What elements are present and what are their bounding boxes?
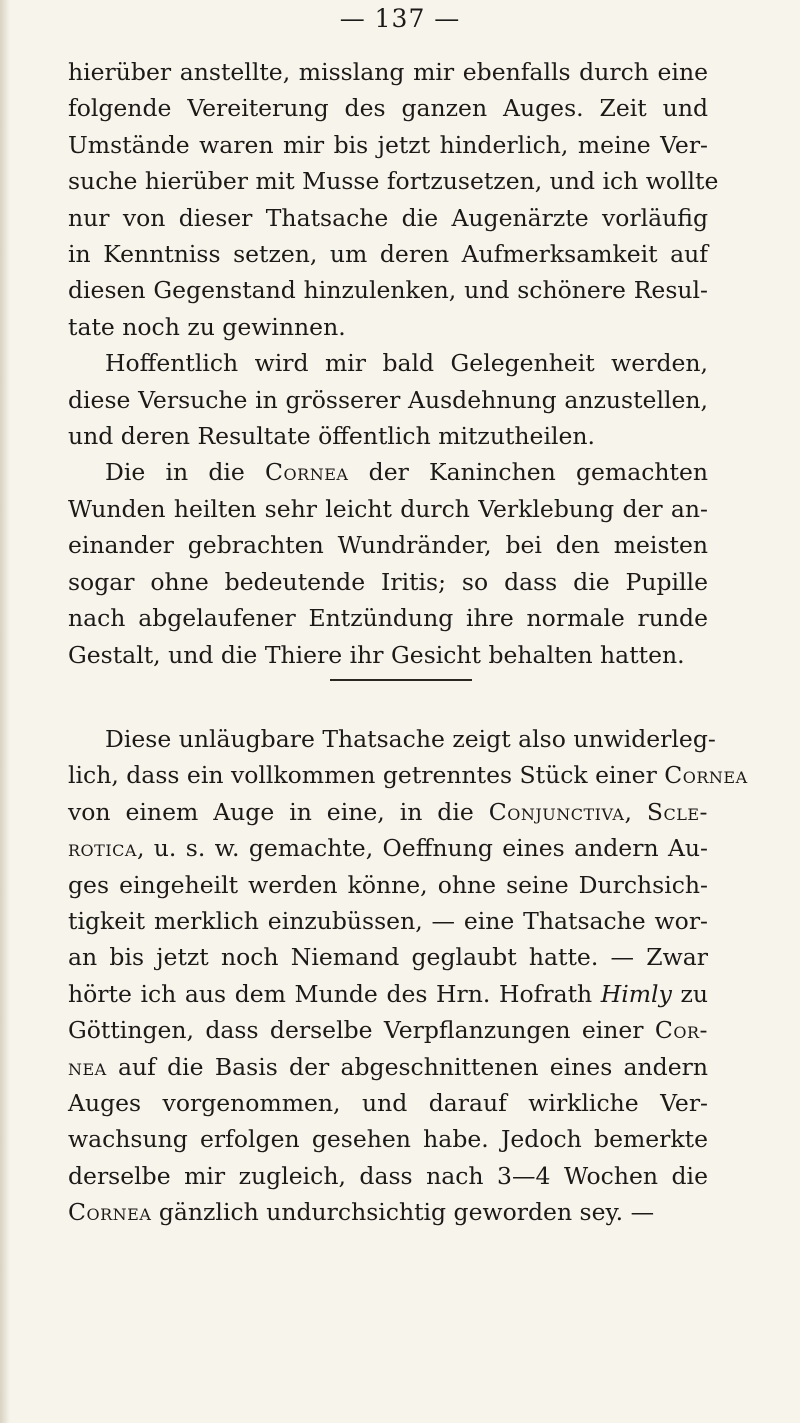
text-line: diesen Gegenstand hinzulenken, und schönere Resul- [68,276,708,305]
text-line: Göttingen, dass derselbe Verpflanzungen einer Cor- [68,1016,708,1045]
text-line: von einem Auge in eine, in die Conjunctiva, Scle- [68,797,708,826]
text-line: ges eingeheilt werden könne, ohne seine Durchsich- [68,870,708,899]
text-line: einander gebrachten Wundränder, bei den meisten [68,531,708,560]
text-line: Cornea gänzlich undurchsichtig geworden sey. — [68,1198,655,1227]
text-line: nach abgelaufener Entzündung ihre normale runde [68,604,708,633]
text-line: folgende Vereiterung des ganzen Auges. Zeit und [68,94,708,123]
text-line: Diese unläugbare Thatsache zeigt also unwiderleg- [105,725,716,753]
text-line: hörte ich aus dem Munde des Hrn. Hofrath Himly zu [68,979,708,1008]
page-number: — 137 — [339,4,461,33]
text-line: in Kenntniss setzen, um deren Aufmerksamkeit auf [68,240,708,269]
text-line: sogar ohne bedeutende Iritis; so dass die Pupille [68,567,708,596]
text-line: Wunden heilten sehr leicht durch Verklebung der an- [68,494,708,523]
text-line: derselbe mir zugleich, dass nach 3—4 Wochen die [68,1161,708,1190]
text-line: wachsung erfolgen gesehen habe. Jedoch bemerkte [68,1125,708,1154]
text-line: hierüber anstellte, misslang mir ebenfalls durch eine [68,58,708,86]
text-line: tigkeit merklich einzubüssen, — eine Thatsache wor- [68,907,708,936]
text-line: nea auf die Basis der abgeschnittenen eines andern [68,1052,708,1081]
text-line: suche hierüber mit Musse fortzusetzen, und ich wollte [68,167,719,196]
text-line: und deren Resultate öffentlich mitzutheilen. [68,422,595,451]
text-line: diese Versuche in grösserer Ausdehnung anzustellen, [68,385,708,414]
text-line: Umstände waren mir bis jetzt hinderlich, meine Ver- [68,130,708,159]
text-line: Hoffentlich wird mir bald Gelegenheit werden, [105,349,708,378]
paragraph-4 [68,721,748,1231]
section-divider [330,679,472,681]
text-line: Auges vorgenommen, und darauf wirkliche Ver- [68,1089,708,1118]
text-line: rotica, u. s. w. gemachte, Oeffnung eines andern Au- [68,834,708,863]
text-line: an bis jetzt noch Niemand geglaubt hatte. — Zwar [68,943,708,972]
paragraph-1 [68,54,719,673]
page-binding-edge [0,0,10,1423]
text-line: tate noch zu gewinnen. [68,312,346,341]
text-line: Die in die Cornea der Kaninchen gemachten [105,458,708,487]
text-line: Gestalt, und die Thiere ihr Gesicht behalten hatten. [68,640,685,669]
text-line: nur von dieser Thatsache die Augenärzte vorläufig [68,203,708,232]
text-line: lich, dass ein vollkommen getrenntes Stück einer Cornea [68,761,748,790]
